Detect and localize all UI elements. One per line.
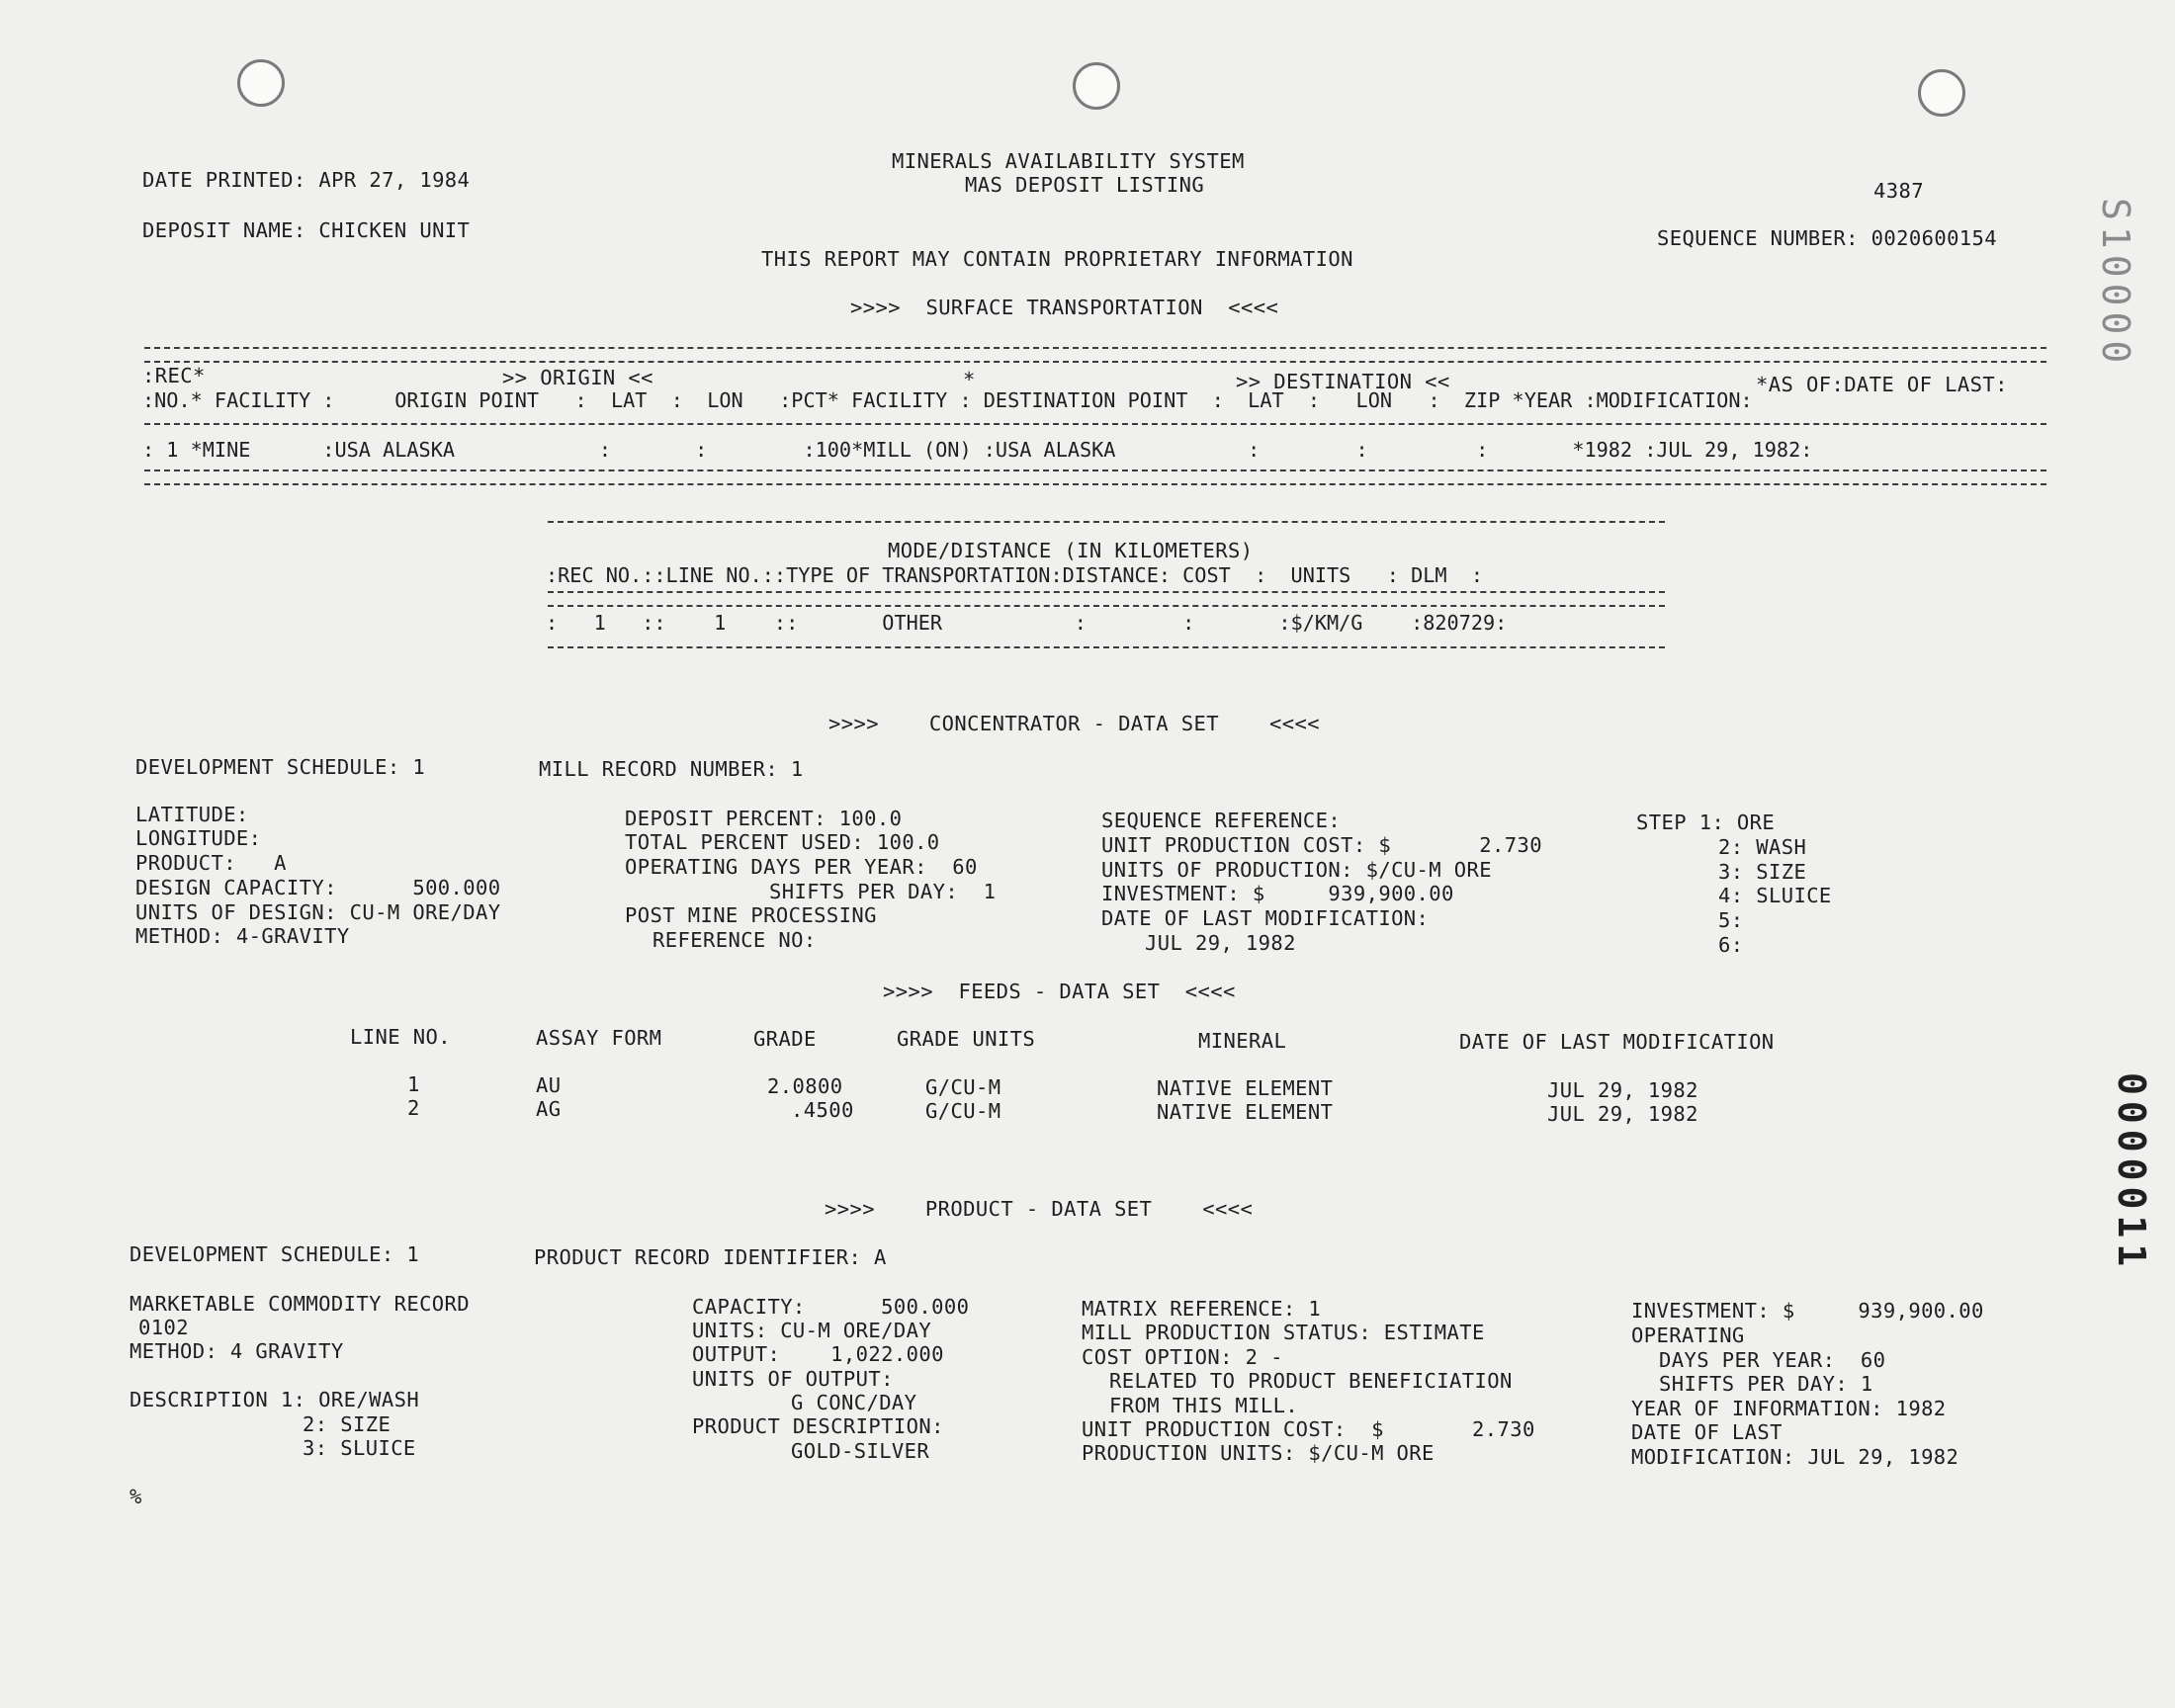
mode-distance-title: MODE/DISTANCE (IN KILOMETERS) [888, 539, 1254, 562]
header-columns: :NO.* FACILITY : ORIGIN POINT : LAT : LON :PCT* FACILITY : DESTINATION POINT : LAT : LON : ZIP *YEAR :MODIFICATION: [142, 388, 1753, 412]
cell-grade: 2.0800 [767, 1074, 843, 1098]
table-rule [144, 483, 2046, 485]
units: UNITS: CU-M ORE/DAY [692, 1319, 932, 1342]
table-rule [548, 605, 1665, 607]
description-1: DESCRIPTION 1: ORE/WASH [130, 1388, 420, 1411]
cell-mineral: NATIVE ELEMENT [1157, 1076, 1334, 1100]
sequence-number: SEQUENCE NUMBER: 0020600154 [1657, 226, 1998, 250]
proprietary-notice: THIS REPORT MAY CONTAIN PROPRIETARY INFORMATION [761, 247, 1353, 271]
percent-mark: % [130, 1485, 142, 1508]
product-description: PRODUCT DESCRIPTION: [692, 1414, 944, 1438]
output: OUTPUT: 1,022.000 [692, 1342, 944, 1366]
table-rule [144, 361, 2046, 363]
header-destination: >> DESTINATION << [1236, 370, 1450, 393]
units-of-production: UNITS OF PRODUCTION: $/CU-M ORE [1101, 858, 1493, 882]
deposit-percent: DEPOSIT PERCENT: 100.0 [625, 807, 903, 830]
listing-title: MAS DEPOSIT LISTING [965, 173, 1205, 197]
units-of-output-value: G CONC/DAY [791, 1391, 917, 1414]
cell-line-no: 2 [407, 1096, 420, 1120]
investment: INVESTMENT: $ 939,900.00 [1631, 1299, 1984, 1323]
related-line-2: FROM THIS MILL. [1109, 1394, 1299, 1417]
production-units: PRODUCTION UNITS: $/CU-M ORE [1082, 1441, 1435, 1465]
table-rule [548, 646, 1665, 648]
section-title: >>>> SURFACE TRANSPORTATION <<<< [850, 296, 1279, 319]
design-capacity: DESIGN CAPACITY: 500.000 [135, 876, 501, 899]
product-record-identifier: PRODUCT RECORD IDENTIFIER: A [534, 1245, 887, 1269]
mode-distance-row: : 1 :: 1 :: OTHER : : :$/KM/G :820729: [546, 611, 1508, 635]
related-line-1: RELATED TO PRODUCT BENEFICIATION [1109, 1369, 1513, 1393]
matrix-reference: MATRIX REFERENCE: 1 [1082, 1297, 1322, 1321]
date-printed: DATE PRINTED: APR 27, 1984 [142, 168, 471, 192]
cell-assay-form: AU [536, 1073, 562, 1097]
operating: OPERATING [1631, 1324, 1745, 1347]
mode-distance-header: :REC NO.::LINE NO.::TYPE OF TRANSPORTATION:DISTANCE: COST : UNITS : DLM : [546, 563, 1484, 587]
method: METHOD: 4-GRAVITY [135, 924, 350, 948]
shifts-per-day: SHIFTS PER DAY: 1 [769, 880, 997, 903]
column-header-date: DATE OF LAST MODIFICATION [1459, 1030, 1775, 1054]
units-of-design: UNITS OF DESIGN: CU-M ORE/DAY [135, 900, 501, 924]
table-rule [548, 521, 1665, 523]
section-title: >>>> PRODUCT - DATA SET <<<< [825, 1197, 1254, 1221]
date-mod-label: DATE OF LAST MODIFICATION: [1101, 906, 1430, 930]
table-rule [144, 347, 2046, 349]
deposit-name: DEPOSIT NAME: CHICKEN UNIT [142, 218, 471, 242]
days-per-year: DAYS PER YEAR: 60 [1659, 1348, 1886, 1372]
mill-production-status: MILL PRODUCTION STATUS: ESTIMATE [1082, 1321, 1485, 1344]
unit-production-cost: UNIT PRODUCTION COST: $ 2.730 [1082, 1417, 1535, 1441]
total-percent-used: TOTAL PERCENT USED: 100.0 [625, 830, 940, 854]
column-header-grade-units: GRADE UNITS [897, 1027, 1036, 1051]
step-1: STEP 1: ORE [1636, 811, 1776, 834]
cell-grade-units: G/CU-M [925, 1075, 1001, 1099]
margin-number-top: S10000 [2094, 198, 2137, 370]
marketable-commodity: MARKETABLE COMMODITY RECORD [130, 1292, 471, 1316]
table-rule [144, 423, 2046, 425]
cell-assay-form: AG [536, 1097, 562, 1121]
header-rec: :REC* [142, 364, 206, 387]
shifts-per-day: SHIFTS PER DAY: 1 [1659, 1372, 1873, 1396]
cell-mineral: NATIVE ELEMENT [1157, 1100, 1334, 1124]
column-header-grade: GRADE [753, 1027, 817, 1051]
longitude: LONGITUDE: [135, 826, 262, 850]
sequence-reference: SEQUENCE REFERENCE: [1101, 809, 1342, 832]
table-rule [548, 591, 1665, 593]
step-5: 5: [1718, 908, 1744, 932]
column-header-mineral: MINERAL [1198, 1029, 1287, 1053]
cost-option: COST OPTION: 2 - [1082, 1345, 1283, 1369]
mill-record-number: MILL RECORD NUMBER: 1 [539, 757, 804, 781]
cell-line-no: 1 [407, 1072, 420, 1096]
punch-hole-center [1073, 62, 1120, 110]
section-title: >>>> FEEDS - DATA SET <<<< [883, 980, 1236, 1003]
punch-hole-left [237, 59, 285, 107]
product: PRODUCT: A [135, 851, 287, 875]
system-title: MINERALS AVAILABILITY SYSTEM [892, 149, 1245, 173]
header-as-of: *AS OF:DATE OF LAST: [1756, 373, 2008, 396]
cell-grade-units: G/CU-M [925, 1099, 1001, 1123]
marketable-code: 0102 [138, 1316, 189, 1339]
investment: INVESTMENT: $ 939,900.00 [1101, 882, 1454, 905]
section-title: >>>> CONCENTRATOR - DATA SET <<<< [828, 712, 1320, 735]
year-of-information: YEAR OF INFORMATION: 1982 [1631, 1397, 1947, 1420]
step-3: 3: SIZE [1718, 860, 1807, 884]
date-mod-value: JUL 29, 1982 [1145, 931, 1296, 955]
description-2: 2: SIZE [303, 1412, 392, 1436]
column-header-line-no: LINE NO. [350, 1025, 451, 1049]
reference-no: REFERENCE NO: [652, 928, 817, 952]
dev-schedule: DEVELOPMENT SCHEDULE: 1 [130, 1242, 420, 1266]
header-origin: >> ORIGIN << [502, 366, 653, 389]
units-of-output: UNITS OF OUTPUT: [692, 1367, 894, 1391]
unit-production-cost: UNIT PRODUCTION COST: $ 2.730 [1101, 833, 1542, 857]
latitude: LATITUDE: [135, 803, 249, 826]
punch-hole-right [1918, 69, 1965, 117]
step-6: 6: [1718, 933, 1744, 957]
column-header-assay-form: ASSAY FORM [536, 1026, 662, 1050]
step-2: 2: WASH [1718, 835, 1807, 859]
modification: MODIFICATION: JUL 29, 1982 [1631, 1445, 1959, 1469]
method: METHOD: 4 GRAVITY [130, 1339, 344, 1363]
table-row: : 1 *MINE :USA ALASKA : : :100*MILL (ON) :USA ALASKA : : : *1982 :JUL 29, 1982: [142, 438, 1813, 462]
margin-number-bottom: 0000011 [2110, 1072, 2153, 1273]
dev-schedule: DEVELOPMENT SCHEDULE: 1 [135, 755, 426, 779]
description-3: 3: SLUICE [303, 1436, 416, 1460]
header-star: * [963, 368, 976, 391]
operating-days: OPERATING DAYS PER YEAR: 60 [625, 855, 978, 879]
table-rule [144, 470, 2046, 471]
page-number: 4387 [1873, 179, 1924, 203]
cell-grade: .4500 [791, 1098, 854, 1122]
cell-date: JUL 29, 1982 [1547, 1078, 1698, 1102]
product-description-value: GOLD-SILVER [791, 1439, 930, 1463]
post-mine-processing: POST MINE PROCESSING [625, 903, 877, 927]
step-4: 4: SLUICE [1718, 884, 1832, 907]
cell-date: JUL 29, 1982 [1547, 1102, 1698, 1126]
date-of-last: DATE OF LAST [1631, 1420, 1783, 1444]
capacity: CAPACITY: 500.000 [692, 1295, 970, 1319]
